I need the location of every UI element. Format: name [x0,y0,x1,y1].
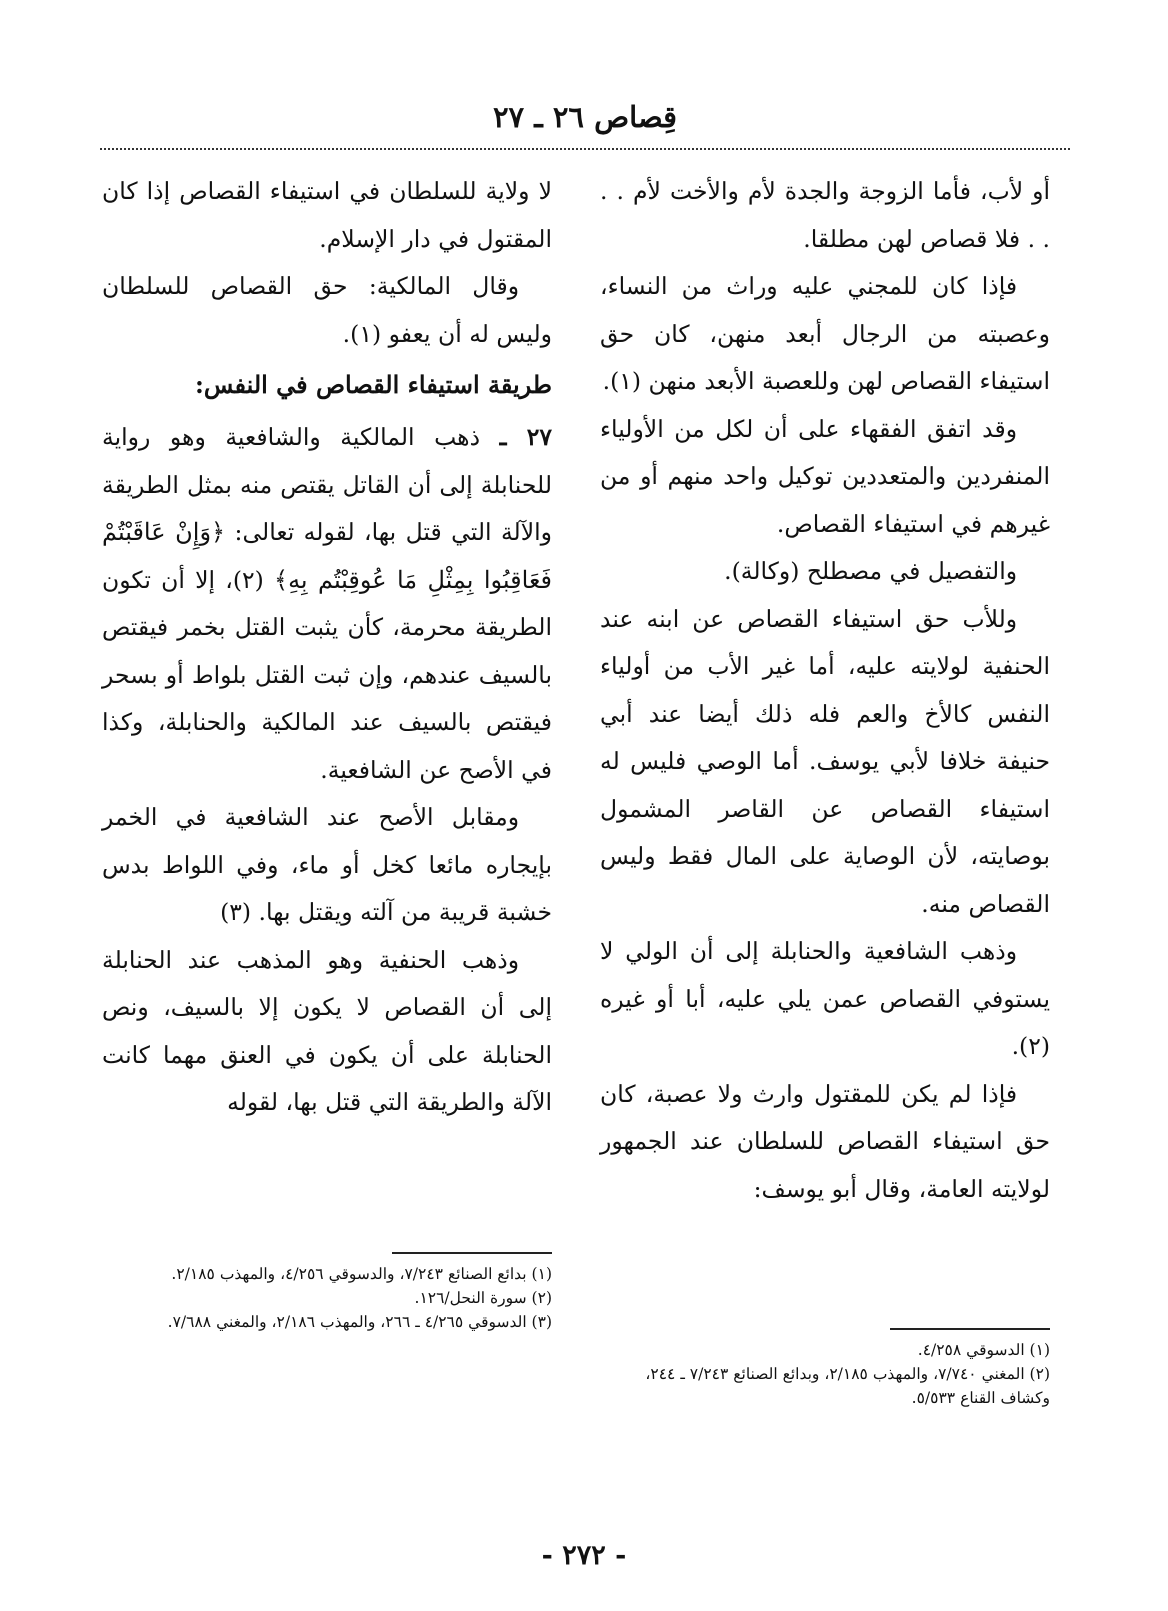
page-header-title: قِصاص ٢٦ ـ ٢٧ [492,100,678,134]
right-paragraph-5: وللأب حق استيفاء القصاص عن ابنه عند الحنفية لولايته عليه، أما غير الأب من أولياء النفس كالأخ والعم فله ذلك أيضا عند أبي حنيفة خلافا لأبي يوسف. أما الوصي فليس له استيفاء القصاص عن القاصر المشمول بوصايته، لأن الوصاية على المال فقط وليس القصاص منه. [600,604,1050,918]
right-column [600,168,1050,1213]
left-column [102,168,552,1127]
left-paragraph-2: وقال المالكية: حق القصاص للسلطان وليس له أن يعفو (١). [102,272,552,348]
section-number: ٢٧ ـ [499,423,552,451]
left-paragraph-3a: ذهب المالكية والشافعية وهو رواية للحنابلة إلى أن القاتل يقتص منه بمثل الطريقة والآلة التي قتل بها، لقوله تعالى: [102,423,552,546]
right-footnote-1: (١) الدسوقي ٤/٢٥٨. [917,1341,1050,1359]
right-footnote-rule [890,1328,1050,1330]
right-paragraph-2: فإذا كان للمجني عليه وراث من النساء، وعصبته من الرجال أبعد منهن، كان حق استيفاء القصاص لهن وللعصبة الأبعد منهن (١). [600,272,1050,395]
left-footnotes [102,1262,552,1334]
quran-verse: ﴿وَإِنْ عَاقَبْتُمْ فَعَاقِبُوا بِمِثْلِ مَا عُوقِبْتُم بِهِ﴾ [102,518,552,594]
right-footnote-2: (٢) المغني ٧/٧٤٠، والمهذب ٢/١٨٥، وبدائع الصنائع ٧/٢٤٣ ـ ٢٤٤، وكشاف القناع ٥/٥٣٣. [645,1365,1050,1407]
left-footnote-3: (٣) الدسوقي ٤/٢٦٥ ـ ٢٦٦، والمهذب ٢/١٨٦، والمغني ٧/٦٨٨. [167,1313,552,1331]
right-paragraph-1: أو لأب، فأما الزوجة والجدة لأم والأخت لأم . . . . فلا قصاص لهن مطلقا. [600,177,1050,253]
left-footnote-2: (٢) سورة النحل/١٢٦. [414,1289,552,1307]
section-heading: طريقة استيفاء القصاص في النفس: [194,370,552,399]
right-footnotes [600,1338,1050,1410]
left-paragraph-5: وذهب الحنفية وهو المذهب عند الحنابلة إلى أن القصاص لا يكون إلا بالسيف، ونص الحنابلة على أن يكون في العنق مهما كانت الآلة والطريقة التي قتل بها، لقوله [102,945,552,1116]
right-paragraph-7: فإذا لم يكن للمقتول وارث ولا عصبة، كان حق استيفاء القصاص للسلطان عند الجمهور لولايته العامة، وقال أبو يوسف: [600,1079,1050,1203]
right-paragraph-4: والتفصيل في مصطلح (وكالة). [724,557,1018,585]
page-number: - ٢٧٢ - [541,1540,627,1571]
right-paragraph-3: وقد اتفق الفقهاء على أن لكل من الأولياء المنفردين والمتعددين توكيل واحد منهم أو من غيرهم في استيفاء القصاص. [600,414,1050,538]
left-paragraph-4: ومقابل الأصح عند الشافعية في الخمر بإيجاره مائعا كخل أو ماء، وفي اللواط بدس خشبة قريبة من آلته ويقتل بها. (٣) [102,803,552,926]
left-footnote-rule [392,1252,552,1254]
left-paragraph-1: لا ولاية للسلطان في استيفاء القصاص إذا كان المقتول في دار الإسلام. [102,177,552,253]
header-dotted-rule [100,148,1070,150]
right-paragraph-6: وذهب الشافعية والحنابلة إلى أن الولي لا يستوفي القصاص عمن يلي عليه، أبا أو غيره (٢). [600,937,1050,1060]
left-footnote-1: (١) بدائع الصنائع ٧/٢٤٣، والدسوقي ٤/٢٥٦، والمهذب ٢/١٨٥. [171,1265,552,1283]
left-paragraph-3b: (٢)، إلا أن تكون الطريقة محرمة، كأن يثبت القتل بخمر فيقتص بالسيف عندهم، وإن ثبت القتل بلواط أو بسحر فيقتص بالسيف عند المالكية والحنابلة، وكذا في الأصح عن الشافعية. [102,565,552,784]
